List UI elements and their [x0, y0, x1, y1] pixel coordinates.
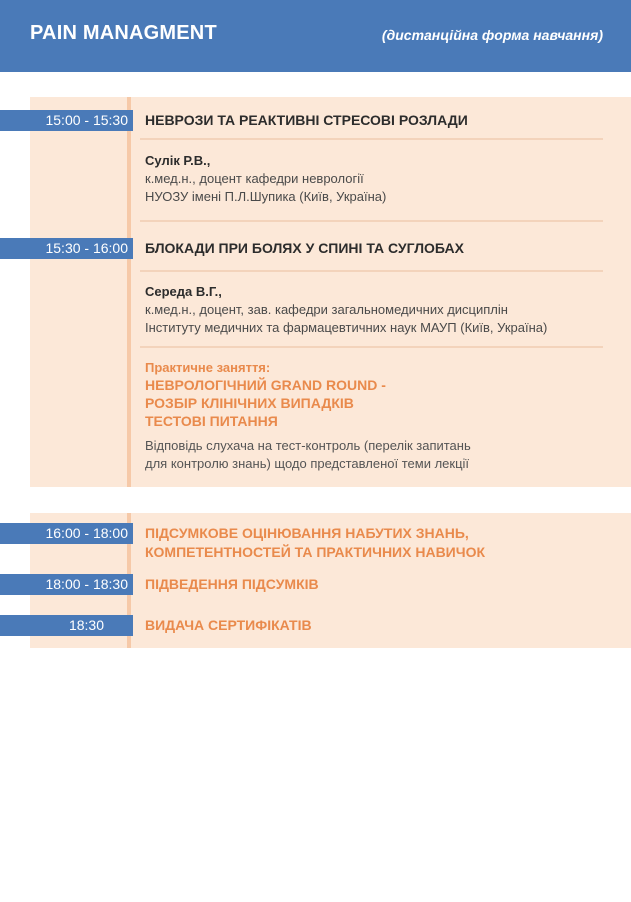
- session-2-speaker-position: к.мед.н., доцент, зав. кафедри загальномедичних дисциплін: [145, 302, 508, 317]
- session-2-time: 15:30 - 16:00: [0, 238, 133, 259]
- practical-line-3: ТЕСТОВІ ПИТАННЯ: [145, 413, 278, 429]
- session-1-speaker-name: Сулік Р.В.,: [145, 153, 211, 168]
- schedule-panel-main: [30, 97, 631, 487]
- page-header: [0, 0, 631, 72]
- closing-2-time: 18:00 - 18:30: [0, 574, 133, 595]
- session-1-speaker-affiliation: НУОЗУ імені П.Л.Шупика (Київ, Україна): [145, 189, 387, 204]
- closing-1-line-2: КОМПЕТЕНТНОСТЕЙ ТА ПРАКТИЧНИХ НАВИЧОК: [145, 544, 486, 560]
- session-1-time: 15:00 - 15:30: [0, 110, 133, 131]
- closing-2-line-1: ПІДВЕДЕННЯ ПІДСУМКІВ: [145, 576, 319, 592]
- practical-line-2: РОЗБІР КЛІНІЧНИХ ВИПАДКІВ: [145, 395, 354, 411]
- page-subtitle: (дистанційна форма навчання): [381, 27, 603, 43]
- practical-note-line-1: Відповідь слухача на тест-контроль (перелік запитань: [145, 438, 471, 453]
- page-title: PAIN MANAGMENT: [30, 22, 217, 44]
- divider: [140, 346, 603, 348]
- closing-3-line-1: ВИДАЧА СЕРТИФІКАТІВ: [145, 617, 312, 633]
- divider: [140, 138, 603, 140]
- divider: [140, 220, 603, 222]
- session-1-title: НЕВРОЗИ ТА РЕАКТИВНІ СТРЕСОВІ РОЗЛАДИ: [145, 112, 468, 128]
- practical-note-line-2: для контролю знань) щодо представленої теми лекції: [145, 456, 470, 471]
- timeline-line: [127, 97, 131, 487]
- divider: [140, 270, 603, 272]
- session-2-title: БЛОКАДИ ПРИ БОЛЯХ У СПИНІ ТА СУГЛОБАХ: [145, 240, 464, 256]
- closing-1-line-1: ПІДСУМКОВЕ ОЦІНЮВАННЯ НАБУТИХ ЗНАНЬ,: [145, 525, 469, 541]
- closing-3-time: 18:30: [0, 615, 133, 636]
- session-1-speaker-position: к.мед.н., доцент кафедри неврології: [145, 171, 364, 186]
- closing-1-time: 16:00 - 18:00: [0, 523, 133, 544]
- practical-line-1: НЕВРОЛОГІЧНИЙ GRAND ROUND -: [145, 377, 386, 393]
- session-2-speaker-name: Середа В.Г.,: [145, 284, 222, 299]
- session-2-speaker-affiliation: Інституту медичних та фармацевтичних наук МАУП (Київ, Україна): [145, 320, 548, 335]
- practical-label: Практичне заняття:: [145, 360, 271, 375]
